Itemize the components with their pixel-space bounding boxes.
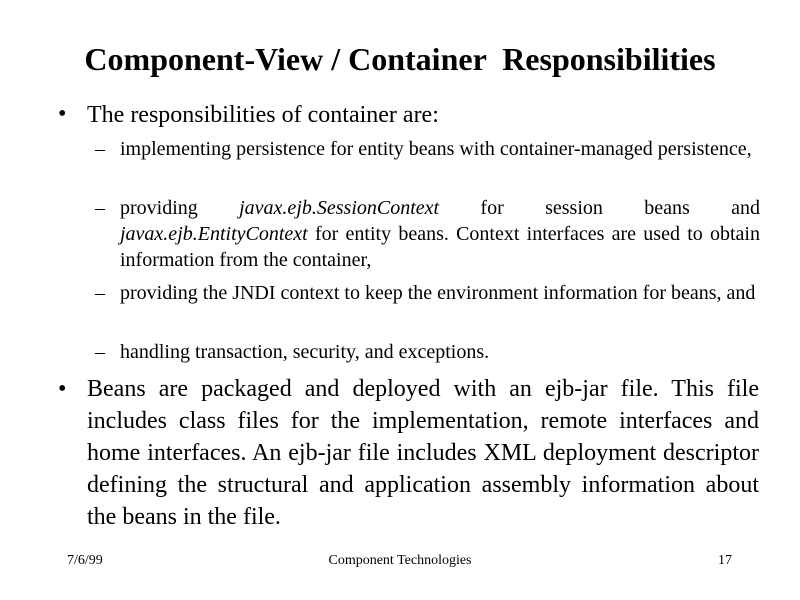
footer-title: Component Technologies bbox=[328, 553, 472, 568]
page-number: 17 bbox=[718, 553, 732, 568]
sub-item-transactions bbox=[95, 339, 760, 365]
sub-item-text: providing the JNDI context to keep the environment information for beans, and bbox=[120, 282, 756, 304]
slide-title: Component-View / Container Responsibilities bbox=[84, 41, 716, 77]
dash-marker: – bbox=[95, 138, 105, 160]
sub-item-persistence bbox=[95, 136, 760, 162]
sub-item-prefix: providing bbox=[120, 197, 240, 219]
dash-marker: – bbox=[95, 197, 105, 219]
bullet-marker: • bbox=[58, 376, 67, 402]
dash-marker: – bbox=[95, 282, 105, 304]
sub-item-suffix: for entity beans. Context interfaces are used to obtain information from the container, bbox=[120, 223, 760, 271]
footer-date: 7/6/99 bbox=[67, 553, 103, 568]
sub-item-text: implementing persistence for entity beans with container-managed persistence, bbox=[120, 138, 752, 160]
session-context-class: javax.ejb.SessionContext bbox=[239, 197, 440, 219]
bullet-marker: • bbox=[58, 101, 67, 127]
entity-context-class: javax.ejb.EntityContext bbox=[120, 223, 308, 245]
sub-item-text: handling transaction, security, and exceptions. bbox=[120, 341, 490, 363]
bullet-text-ejb-jar: Beans are packaged and deployed with an ejb-jar file. This file includes class files for the implementation, remote interfaces and home interfaces. An ejb-jar file includes XML deployment descriptor defining the structural and application assembly information about the beans in the file. bbox=[87, 376, 759, 530]
sub-item-middle: for session beans and bbox=[439, 197, 760, 219]
dash-marker: – bbox=[95, 341, 105, 363]
sub-item-context bbox=[95, 195, 760, 273]
bullet-text-responsibilities: The responsibilities of container are: bbox=[87, 102, 439, 128]
sub-item-jndi bbox=[95, 280, 760, 306]
sub-item-text bbox=[120, 195, 760, 273]
